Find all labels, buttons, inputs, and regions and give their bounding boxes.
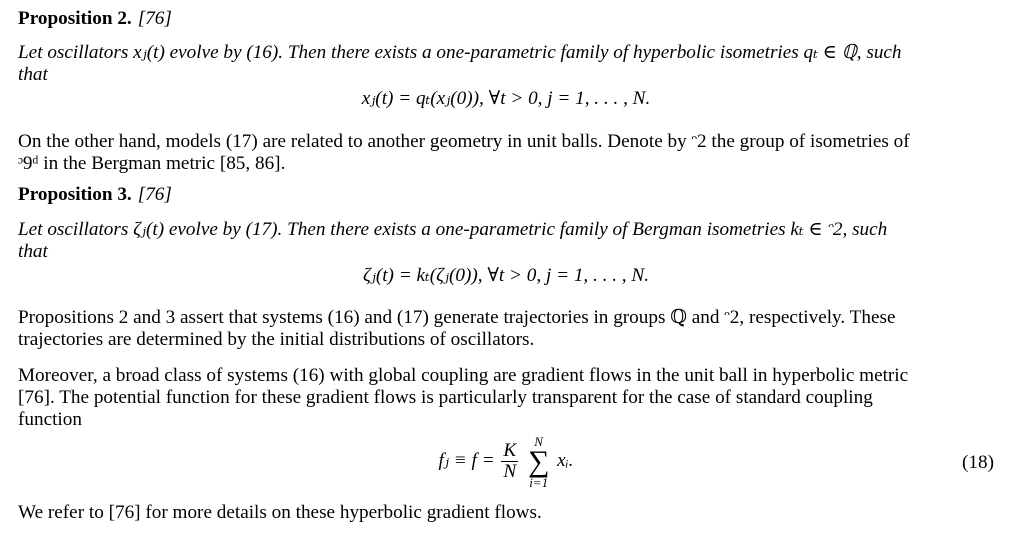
equation-18-numerator: K <box>503 440 517 462</box>
equation-18-sum-lower: i=1 <box>529 474 549 490</box>
proposition-3-heading <box>18 184 994 206</box>
proposition-3-line-1: Let oscillators ζⱼ(t) evolve by (17). Then there exists a one-parametric family of Bergman isometries kₜ ∈ ᵔ2, such <box>18 219 888 240</box>
proposition-2-line-2: that <box>18 64 48 85</box>
proposition-2-heading <box>18 8 994 30</box>
equation-18-number: (18) <box>962 452 994 473</box>
paragraph-4-line-1: We refer to [76] for more details on these hyperbolic gradient flows. <box>18 502 542 523</box>
paragraph-2-line-2: trajectories are determined by the initial distributions of oscillators. <box>18 329 535 350</box>
paper-page <box>18 0 994 534</box>
paragraph-3-line-2: [76]. The potential function for these gradient flows is particularly transparent for the case of standard coupling <box>18 387 873 408</box>
proposition-2-line-1: Let oscillators xⱼ(t) evolve by (16). Then there exists a one-parametric family of hyperbolic isometries qₜ ∈ ℚ, such <box>18 42 902 63</box>
equation-18-term: xᵢ. <box>557 450 574 471</box>
paragraph-1-line-2: ᵓ9ᵈ in the Bergman metric [85, 86]. <box>18 153 286 174</box>
equation-18-denominator: N <box>503 461 517 483</box>
proposition-3-ref: [76] <box>137 184 172 205</box>
equation-18 <box>18 428 994 494</box>
proposition-2-title: Proposition 2. <box>18 8 132 29</box>
proposition-3-line-2: that <box>18 241 48 262</box>
paragraph-3-line-1: Moreover, a broad class of systems (16) with global coupling are gradient flows in the unit ball in hyperbolic metric <box>18 365 909 386</box>
equation-18-sum-upper: N <box>534 433 543 449</box>
paragraph-2-line-1: Propositions 2 and 3 assert that systems (16) and (17) generate trajectories in groups ℚ and ᵔ2, respectively. These <box>18 307 896 328</box>
equation-18-summation <box>528 435 549 489</box>
equation-18-lhs: fⱼ ≡ f = <box>438 450 495 471</box>
equation-18-sum-symbol: ∑ <box>527 444 550 478</box>
proposition-3-formula: ζⱼ(t) = kₜ(ζⱼ(0)), ∀t > 0, j = 1, . . . , N. <box>363 265 649 286</box>
proposition-2-ref: [76] <box>137 8 172 29</box>
equation-18-fraction <box>501 441 518 482</box>
proposition-3-title: Proposition 3. <box>18 184 132 205</box>
proposition-2-formula: xⱼ(t) = qₜ(xⱼ(0)), ∀t > 0, j = 1, . . . , N. <box>361 88 651 109</box>
paragraph-3-line-3: function <box>18 409 82 430</box>
paragraph-1-line-1: On the other hand, models (17) are related to another geometry in unit balls. Denote by ᵔ2 the group of isometries of <box>18 131 910 152</box>
